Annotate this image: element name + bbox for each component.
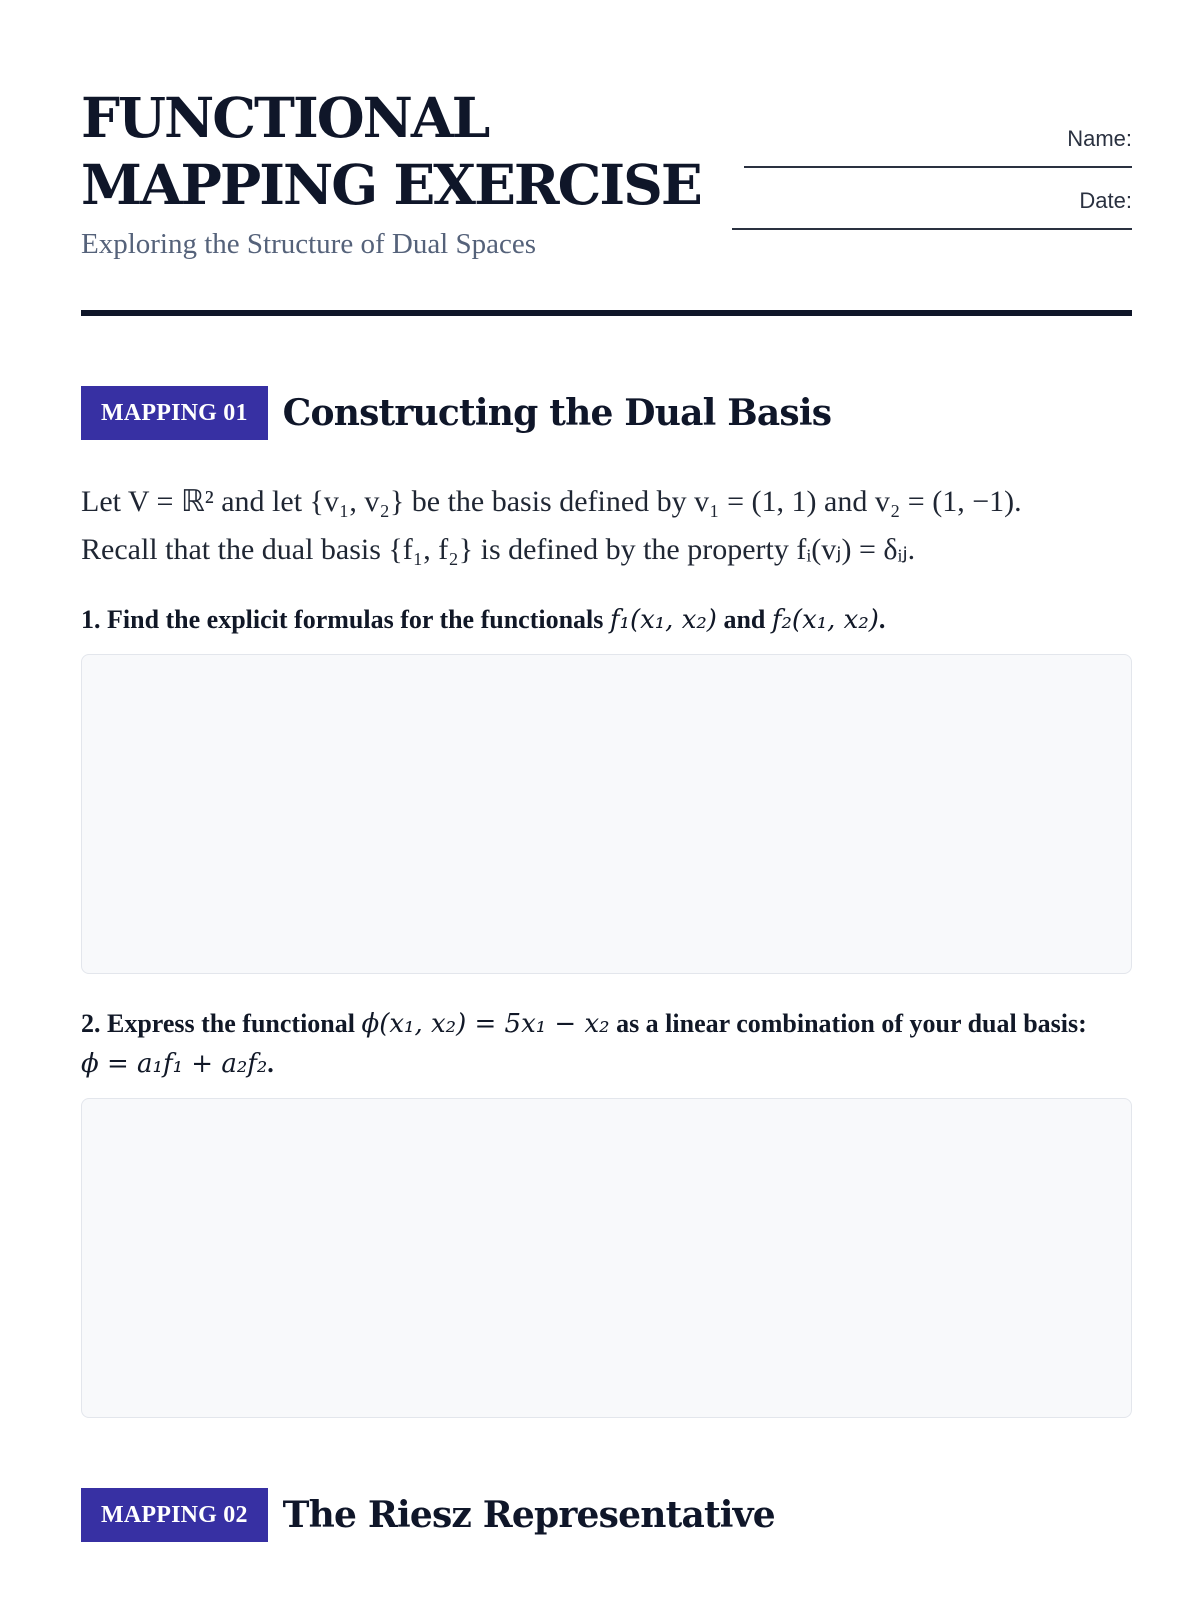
- question-2-text-a: 2. Express the functional: [81, 1009, 362, 1038]
- worksheet-header: [81, 84, 1132, 314]
- name-label: Name:: [1067, 126, 1132, 151]
- section-2-title: The Riesz Representative: [282, 1494, 775, 1536]
- question-2-math-b: ϕ = a₁f₁ + a₂f₂: [81, 1049, 268, 1079]
- question-1-math-a: f₁(x₁, x₂): [609, 605, 717, 635]
- name-field-line[interactable]: [744, 166, 1132, 168]
- section-1-badge: MAPPING 01: [81, 386, 268, 440]
- question-1-text-b: and: [716, 605, 772, 634]
- answer-box-2[interactable]: [81, 1098, 1132, 1418]
- question-1: [81, 600, 1141, 640]
- section-2-header: [81, 1488, 775, 1542]
- section-1-intro: [81, 478, 1141, 574]
- section-2-badge: MAPPING 02: [81, 1488, 268, 1542]
- intro-line-2: Recall that the dual basis {f₁, f₂} is defined by the property fᵢ(vⱼ) = δᵢⱼ.: [81, 533, 916, 566]
- title-line-2: MAPPING EXERCISE: [81, 152, 701, 217]
- question-1-text-c: .: [878, 605, 886, 634]
- question-2-text-b: as a linear combination of your dual basis:: [609, 1009, 1087, 1038]
- question-2: [81, 1004, 1141, 1084]
- header-divider: [81, 310, 1132, 316]
- question-2-text-c: .: [267, 1049, 274, 1078]
- section-1-header: [81, 386, 831, 440]
- title-line-1: FUNCTIONAL: [81, 85, 489, 150]
- date-label: Date:: [1079, 188, 1132, 213]
- worksheet-subtitle: Exploring the Structure of Dual Spaces: [81, 228, 537, 260]
- question-1-text-a: 1. Find the explicit formulas for the functionals: [81, 605, 610, 634]
- intro-line-1: Let V = ℝ² and let {v₁, v₂} be the basis defined by v₁ = (1, 1) and v₂ = (1, −1).: [81, 485, 1022, 518]
- date-field-line[interactable]: [732, 228, 1132, 230]
- student-info: [732, 126, 1132, 250]
- section-1-title: Constructing the Dual Basis: [282, 392, 832, 434]
- question-2-math-a: ϕ(x₁, x₂) = 5x₁ − x₂: [361, 1009, 610, 1039]
- question-1-math-b: f₂(x₁, x₂): [771, 605, 879, 635]
- answer-box-1[interactable]: [81, 654, 1132, 974]
